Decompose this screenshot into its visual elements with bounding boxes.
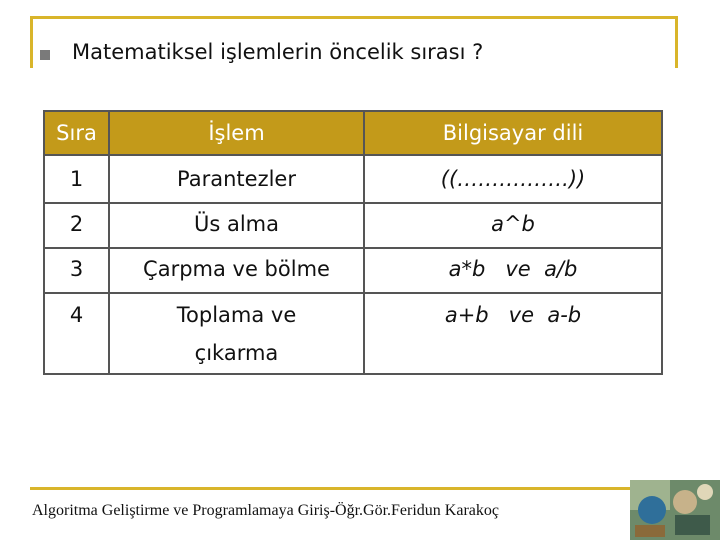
precedence-table: [43, 110, 663, 375]
row-1-sira: 1: [69, 167, 84, 191]
row-2-sira: 2: [69, 212, 84, 236]
row-divider: [45, 202, 661, 204]
row-3-dil: a*b ve a/b: [448, 257, 578, 281]
title-frame-right-rule: [675, 16, 678, 68]
footer-credit: Algoritma Geliştirme ve Programlamaya Giriş-Öğr.Gör.Feridun Karakoç: [32, 502, 499, 519]
title-frame-left-rule: [30, 16, 33, 68]
row-2-dil: a^b: [491, 212, 535, 236]
row-1-islem: Parantezler: [177, 167, 296, 191]
row-4-islem: Toplama ve çıkarma: [176, 303, 297, 365]
title-frame-top-rule: [30, 16, 678, 19]
header-sira: Sıra: [56, 120, 97, 145]
row-4-dil: a+b ve a-b: [444, 303, 582, 327]
slide-heading: Matematiksel işlemlerin öncelik sırası ?: [72, 40, 484, 64]
row-1-dil: ((…………….)): [440, 167, 586, 191]
row-divider: [45, 292, 661, 294]
footer-rule: [30, 487, 630, 490]
decorative-photo: [630, 480, 720, 540]
row-3-islem: Çarpma ve bölme: [143, 257, 330, 281]
row-3-sira: 3: [69, 257, 84, 281]
row-4-sira: 4: [69, 303, 84, 327]
square-bullet-icon: [40, 50, 50, 60]
row-divider: [45, 247, 661, 249]
row-2-islem: Üs alma: [193, 212, 279, 236]
header-bilgisayar-dili: Bilgisayar dili: [442, 120, 584, 145]
header-islem: İşlem: [208, 120, 265, 145]
